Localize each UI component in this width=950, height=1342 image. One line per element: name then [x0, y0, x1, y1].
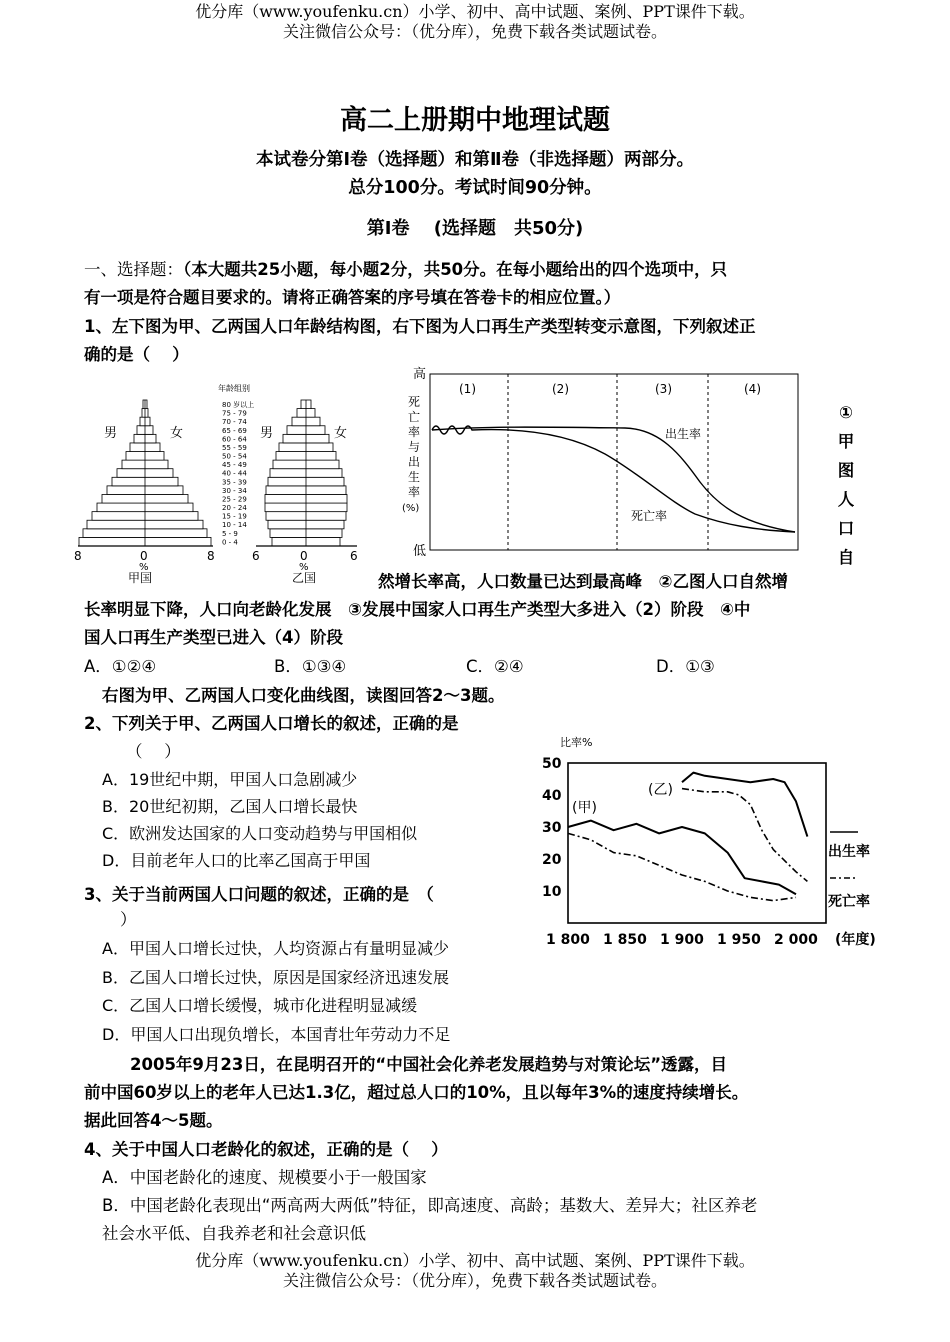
age-header: 年龄组别 [218, 384, 250, 393]
exam-intro-1: 本试卷分第Ⅰ卷（选择题）和第Ⅱ卷（非选择题）两部分。 [255, 150, 695, 170]
q3-option-b: B．乙国人口增长过快，原因是国家经济迅速发展 [102, 967, 449, 987]
age-group-label: 75 - 79 [222, 409, 247, 418]
pyramid-a-female: 女 [170, 426, 184, 441]
q4-option-b-line1: B．中国老龄化表现出“两高两大两低”特征，即高速度、高龄；基数大、差异大；社区养老 [102, 1196, 758, 1215]
q1-vertical-char: ① [839, 403, 853, 422]
age-group-label: 30 - 34 [222, 486, 247, 495]
q1-cont-2: 长率明显下降，人口向老龄化发展 ③发展中国家人口再生产类型大多进入（2）阶段 ④中 [84, 600, 751, 619]
age-group-label: 25 - 29 [222, 495, 247, 504]
q2-paren: （ ） [126, 742, 181, 761]
age-group-label: 40 - 44 [222, 469, 247, 478]
q1-vertical-char: 口 [837, 519, 855, 538]
stage-3: (3) [655, 382, 672, 396]
transition-y-top: 高 [413, 367, 427, 382]
chart2-xtick: 1 800 [546, 932, 590, 948]
country-jia-label: (甲) [572, 800, 597, 816]
q1-stem-b: 确的是（ ） [84, 345, 189, 364]
chart2-xtick: 2 000 [774, 932, 818, 948]
chart2-series-line [682, 773, 807, 837]
watermark-footer-line2: 关注微信公众号：（优分库），免费下载各类试题试卷。 [282, 1271, 667, 1290]
age-group-label: 60 - 64 [222, 435, 247, 444]
pyramid-yi [265, 400, 347, 546]
watermark-header-line2: 关注微信公众号：（优分库），免费下载各类试题试卷。 [282, 22, 667, 41]
birth-rate-curve [432, 427, 795, 532]
section-heading [84, 256, 727, 285]
ylabel-char: 生 [408, 470, 421, 484]
q2-3-intro: 右图为甲、乙两国人口变化曲线图，读图回答2～3题。 [102, 686, 505, 705]
age-group-label: 55 - 59 [222, 443, 247, 452]
transition-ylabel [402, 395, 420, 514]
death-rate-label: 死亡率 [631, 509, 668, 523]
q2-option-c: C．欧洲发达国家的人口变动趋势与甲国相似 [102, 824, 418, 843]
pyramid-jia [79, 400, 211, 546]
age-group-label: 5 - 9 [222, 529, 238, 538]
q4-option-b-line2: 社会水平低、自我养老和社会意识低 [102, 1224, 366, 1243]
q2-stem: 2、下列关于甲、乙两国人口增长的叙述，正确的是 [84, 714, 459, 733]
stage-2: (2) [552, 382, 569, 396]
q1-vertical-char: 甲 [837, 432, 855, 451]
chart2-ytick: 30 [542, 820, 562, 836]
pyr-b-tick-left: 6 [252, 549, 260, 563]
demographic-transition-chart [395, 362, 820, 562]
q1-option1-vertical [836, 398, 856, 572]
chart2-lines [568, 773, 807, 901]
q1-option-c: C．②④ [466, 657, 524, 676]
q1-vertical-char: 自 [837, 548, 855, 567]
chart2-xtick: 1 850 [603, 932, 647, 948]
transition-y-bottom: 低 [413, 544, 427, 559]
age-group-label: 80 岁以上 [222, 401, 255, 409]
stage-4: (4) [744, 382, 761, 396]
q1-option-b: B．①③④ [274, 657, 347, 676]
chart2-ytick: 10 [542, 884, 562, 900]
age-group-label: 10 - 14 [222, 521, 247, 530]
q3-option-a: A．甲国人口增长过快，人均资源占有量明显减少 [102, 939, 449, 958]
page-title: 高二上册期中地理试题 [340, 105, 610, 136]
chart2-series-line [682, 789, 807, 882]
pyr-a-tick-right: 8 [207, 549, 215, 563]
chart2-ytick: 50 [542, 756, 562, 772]
pyr-a-tick-left: 8 [74, 549, 82, 563]
pyramid-b-male: 男 [260, 426, 274, 441]
section-desc-a: （本大题共25小题，每小题2分，共50分。在每小题给出的四个选项中，只 [183, 260, 728, 279]
pyr-b-country: 乙国 [292, 571, 317, 585]
ylabel-char: 与 [408, 440, 421, 454]
q1-cont-3: 国人口再生产类型已进入（4）阶段 [84, 628, 343, 647]
pyr-b-unit: % [299, 562, 309, 573]
pyr-a-unit: % [139, 562, 149, 573]
legend-death: 死亡率 [828, 894, 870, 910]
ylabel-char: 率 [408, 425, 421, 439]
q2-option-d: D．目前老年人口的比率乙国高于甲国 [102, 851, 371, 870]
q3-option-d: D．甲国人口出现负增长，本国青壮年劳动力不足 [102, 1024, 451, 1044]
q2-option-a: A．19世纪中期，甲国人口急剧减少 [102, 770, 358, 789]
q2-options [102, 766, 417, 874]
q1-option-a: A．①②④ [84, 657, 157, 676]
age-group-label: 70 - 74 [222, 418, 247, 427]
chart2-ylabel: 比率% [560, 736, 593, 749]
q3-paren: ） [120, 910, 137, 929]
pyr-a-tick-mid: 0 [140, 549, 148, 563]
age-group-labels [222, 400, 254, 546]
q1-cont-1: 然增长率高，人口数量已达到最高峰 ②乙图人口自然增 [378, 572, 788, 591]
age-group-label: 45 - 49 [222, 461, 247, 470]
passage-line3: 据此回答4～5题。 [84, 1111, 223, 1130]
watermark-header-line1: 优分库（www.youfenku.cn）小学、初中、高中试题、案例、PPT课件下载。 [195, 2, 755, 21]
ylabel-char: 出 [408, 455, 421, 469]
part1-heading: 第Ⅰ卷 (选择题 共50分) [366, 218, 584, 239]
pyramid-b-female: 女 [334, 426, 348, 441]
pyr-b-tick-right: 6 [350, 549, 358, 563]
age-group-label: 35 - 39 [222, 478, 247, 487]
age-group-label: 50 - 54 [222, 452, 247, 461]
ylabel-char: (%) [402, 503, 420, 514]
q4-stem: 4、关于中国人口老龄化的叙述，正确的是（ ） [84, 1140, 448, 1159]
q1-stem-a: 1、左下图为甲、乙两国人口年龄结构图，右下图为人口再生产类型转变示意图，下列叙述正 [84, 317, 756, 336]
chart2-xtick: 1 950 [717, 932, 761, 948]
stage-1: (1) [459, 382, 476, 396]
q1-option-d: D．①③ [656, 657, 715, 676]
passage-line1: 2005年9月23日，在昆明召开的“中国社会化养老发展趋势与对策论坛”透露，目 [130, 1055, 728, 1074]
birth-rate-label: 出生率 [665, 427, 702, 441]
q1-vertical-char: 人 [837, 490, 855, 509]
ylabel-char: 率 [408, 485, 421, 499]
country-yi-label: (乙) [648, 782, 673, 798]
chart2-xtick: 1 900 [660, 932, 704, 948]
chart2-xlabel: (年度) [835, 932, 876, 948]
pyr-b-tick-mid: 0 [300, 549, 308, 563]
population-pyramid-figure [70, 380, 365, 590]
exam-intro-2: 总分100分。考试时间90分钟。 [348, 178, 602, 198]
age-group-label: 15 - 19 [222, 512, 247, 521]
population-change-chart [530, 728, 895, 953]
watermark-footer-line1: 优分库（www.youfenku.cn）小学、初中、高中试题、案例、PPT课件下载。 [195, 1251, 755, 1270]
section-label: 一、选择题： [84, 260, 183, 279]
q3-option-c: C．乙国人口增长缓慢，城市化进程明显减缓 [102, 996, 418, 1015]
q4-option-a: A．中国老龄化的速度、规模要小于一般国家 [102, 1168, 427, 1187]
chart2-ytick: 40 [542, 788, 562, 804]
passage-line2: 前中国60岁以上的老年人已达1.3亿，超过总人口的10%，且以每年3%的速度持续增长。 [84, 1083, 749, 1102]
chart2-series-line [568, 833, 796, 900]
age-group-label: 20 - 24 [222, 504, 247, 513]
age-group-label: 0 - 4 [222, 538, 238, 547]
q3-stem: 3、关于当前两国人口问题的叙述，正确的是 （ [84, 885, 434, 904]
q3-options [102, 935, 450, 1049]
ylabel-char: 亡 [408, 410, 421, 424]
age-group-label: 65 - 69 [222, 426, 247, 435]
pyramid-a-male: 男 [104, 426, 118, 441]
pyr-a-country: 甲国 [128, 571, 153, 585]
legend-birth: 出生率 [828, 844, 870, 860]
chart2-ticks [542, 756, 818, 948]
section-desc-b: 有一项是符合题目要求的。请将正确答案的序号填在答卷卡的相应位置。） [84, 288, 621, 307]
ylabel-char: 死 [408, 395, 421, 409]
q1-vertical-char: 图 [837, 461, 855, 480]
q2-option-b: B．20世纪初期，乙国人口增长最快 [102, 797, 358, 816]
chart2-ytick: 20 [542, 852, 562, 868]
